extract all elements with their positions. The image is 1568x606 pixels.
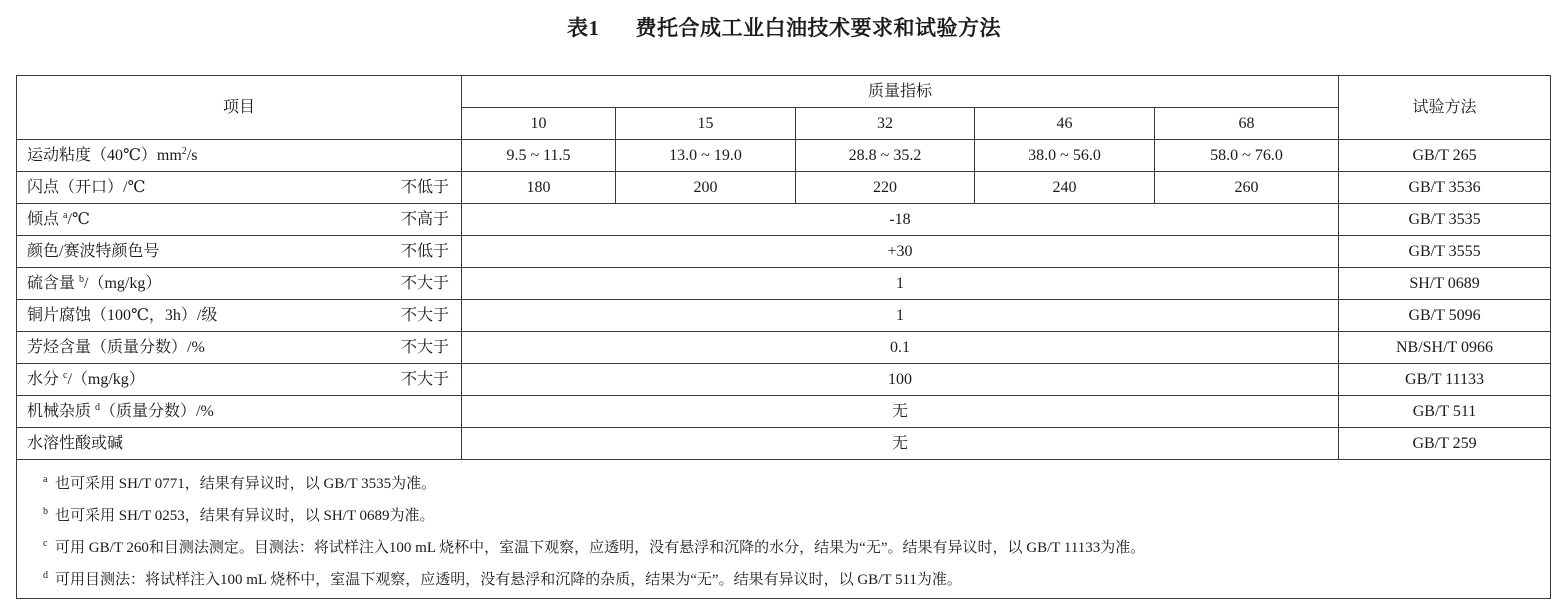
cell-method: GB/T 3555 bbox=[1339, 236, 1551, 268]
cell-method: GB/T 511 bbox=[1339, 396, 1551, 428]
table-row bbox=[17, 268, 1551, 300]
row-qualifier: 不大于 bbox=[400, 370, 449, 388]
cell-value: 180 bbox=[462, 172, 616, 204]
cell-value: -18 bbox=[462, 204, 1339, 236]
cell-value: 100 bbox=[462, 364, 1339, 396]
cell-value: 28.8 ~ 35.2 bbox=[796, 140, 975, 172]
footnote-a: a 也可采用 SH/T 0771，结果有异议时，以 GB/T 3535为准。 bbox=[43, 474, 437, 492]
table-caption bbox=[0, 12, 1568, 44]
cell-value: 58.0 ~ 76.0 bbox=[1155, 140, 1339, 172]
spec-table bbox=[16, 75, 1551, 599]
cell-method: GB/T 259 bbox=[1339, 428, 1551, 460]
header-grade-68: 68 bbox=[1155, 108, 1339, 140]
row-label-aromatics: 芳烃含量（质量分数）/% 不大于 bbox=[17, 332, 462, 364]
row-label-water: 水分 $^c$/（mg/kg） 不大于 bbox=[17, 364, 462, 396]
header-row-1 bbox=[17, 76, 1551, 108]
table-row bbox=[17, 236, 1551, 268]
table-row bbox=[17, 172, 1551, 204]
row-qualifier: 不大于 bbox=[400, 306, 449, 324]
row-label-pour-point: 倾点 $^a$/℃ 不高于 bbox=[17, 204, 462, 236]
cell-value: 38.0 ~ 56.0 bbox=[975, 140, 1155, 172]
header-method: 试验方法 bbox=[1339, 76, 1551, 140]
cell-value: 260 bbox=[1155, 172, 1339, 204]
cell-method: GB/T 5096 bbox=[1339, 300, 1551, 332]
cell-value: 200 bbox=[616, 172, 796, 204]
cell-method: GB/T 265 bbox=[1339, 140, 1551, 172]
cell-value: +30 bbox=[462, 236, 1339, 268]
cell-value: 240 bbox=[975, 172, 1155, 204]
row-label-sulfur: 硫含量 $^b$/（mg/kg） 不大于 bbox=[17, 268, 462, 300]
row-qualifier: 不大于 bbox=[400, 338, 449, 356]
header-grade-15: 15 bbox=[616, 108, 796, 140]
table-row bbox=[17, 364, 1551, 396]
footnote-d: d 可用目测法：将试样注入100 mL 烧杯中，室温下观察，应透明，没有悬浮和沉降的杂质，结果为“无”。结果有异议时，以 GB/T 511为准。 bbox=[43, 570, 962, 588]
cell-method: GB/T 3535 bbox=[1339, 204, 1551, 236]
cell-value: 0.1 bbox=[462, 332, 1339, 364]
cell-value: 无 bbox=[462, 428, 1339, 460]
row-label-viscosity: 运动粘度$(40℃)mm^2/s$ bbox=[17, 140, 462, 172]
row-label-color: 颜色/赛波特颜色号 不低于 bbox=[17, 236, 462, 268]
row-label-water-soluble-acid-base: 水溶性酸或碱 bbox=[17, 428, 462, 460]
cell-value: 220 bbox=[796, 172, 975, 204]
table-row bbox=[17, 140, 1551, 172]
footnotes bbox=[17, 460, 1551, 599]
cell-value: 9.5 ~ 11.5 bbox=[462, 140, 616, 172]
header-grade-46: 46 bbox=[975, 108, 1155, 140]
header-grade-32: 32 bbox=[796, 108, 975, 140]
header-quality-group: 质量指标 bbox=[462, 76, 1339, 108]
cell-value: 1 bbox=[462, 268, 1339, 300]
table-number: 表1 bbox=[567, 16, 600, 40]
cell-method: SH/T 0689 bbox=[1339, 268, 1551, 300]
row-qualifier: 不高于 bbox=[400, 210, 449, 228]
cell-value: 1 bbox=[462, 300, 1339, 332]
row-qualifier: 不大于 bbox=[400, 274, 449, 292]
cell-value: 无 bbox=[462, 396, 1339, 428]
row-label-mechanical-impurities: 机械杂质 $^d$（质量分数）/% bbox=[17, 396, 462, 428]
row-label-flash-point: 闪点（开口）/℃ 不低于 bbox=[17, 172, 462, 204]
header-item: 项目 bbox=[17, 76, 462, 140]
table-row bbox=[17, 332, 1551, 364]
cell-method: GB/T 3536 bbox=[1339, 172, 1551, 204]
header-grade-10: 10 bbox=[462, 108, 616, 140]
row-label-copper-corrosion: 铜片腐蚀（100℃，3h）/级 不大于 bbox=[17, 300, 462, 332]
row-qualifier: 不低于 bbox=[400, 242, 449, 260]
table-row bbox=[17, 204, 1551, 236]
footnotes-row bbox=[17, 460, 1551, 599]
cell-value: 13.0 ~ 19.0 bbox=[616, 140, 796, 172]
footnote-c: c 可用 GB/T 260和目测法测定。目测法：将试样注入100 mL 烧杯中，室温下观察，应透明，没有悬浮和沉降的水分，结果为“无”。结果有异议时，以 GB/T 11133为准。 bbox=[43, 538, 1146, 556]
table-row bbox=[17, 428, 1551, 460]
footnote-b: b 也可采用 SH/T 0253，结果有异议时，以 SH/T 0689为准。 bbox=[43, 506, 435, 524]
table-title: 费托合成工业白油技术要求和试验方法 bbox=[635, 16, 1001, 40]
row-qualifier: 不低于 bbox=[400, 178, 449, 196]
cell-method: GB/T 11133 bbox=[1339, 364, 1551, 396]
table-row bbox=[17, 396, 1551, 428]
table-row bbox=[17, 300, 1551, 332]
cell-method: NB/SH/T 0966 bbox=[1339, 332, 1551, 364]
